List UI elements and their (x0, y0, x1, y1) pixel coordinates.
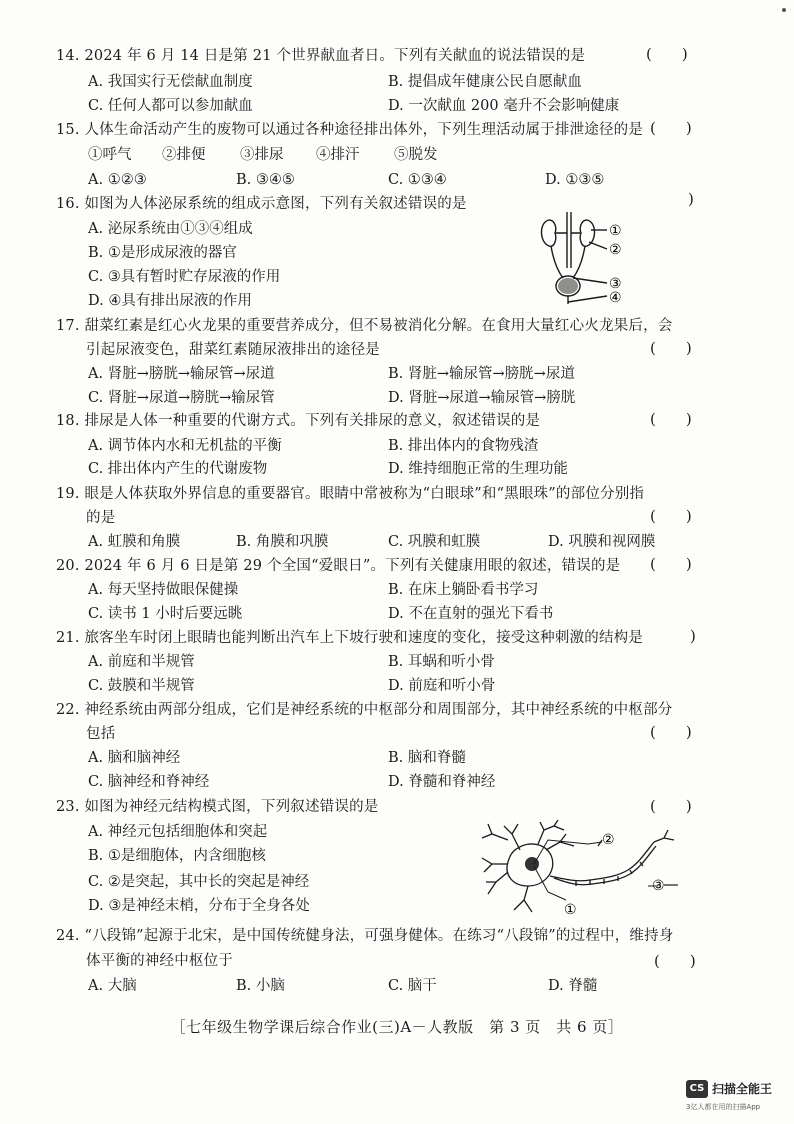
leader-4 (568, 296, 607, 302)
q19-answer-paren: ( ) (650, 507, 692, 525)
neuron-figure (478, 820, 688, 918)
q15-item-1: ①呼气 (88, 147, 132, 163)
urinary-system-figure (535, 208, 635, 306)
left-ureter (551, 246, 563, 278)
q14-answer-paren: ( ) (646, 45, 688, 63)
q16-option-c: C. ③具有暂时贮存尿液的作用 (88, 269, 281, 285)
q14-option-d: D. 一次献血 200 毫升不会影响健康 (388, 98, 620, 114)
q17-answer-paren: ( ) (650, 339, 692, 357)
fig16-label-4: ④ (609, 290, 622, 306)
camscanner-logo-icon: CS (686, 1080, 708, 1098)
right-kidney (580, 220, 594, 246)
q15-option-a: A. ①②③ (88, 172, 147, 188)
q14-option-c: C. 任何人都可以参加献血 (88, 98, 253, 114)
q14-option-b: B. 提倡成年健康公民自愿献血 (388, 74, 582, 90)
q16-option-b: B. ①是形成尿液的器官 (88, 245, 237, 261)
q16-answer-paren: ) (688, 190, 694, 208)
q24-option-d: D. 脊髓 (548, 978, 598, 994)
q22-option-b: B. 脑和脊髓 (388, 750, 466, 766)
q17-option-b: B. 肾脏→输尿管→膀胱→尿道 (388, 366, 575, 382)
q19-stem-line2: 的是 (86, 510, 116, 526)
q17-option-d: D. 肾脏→尿道→输尿管→膀胱 (388, 390, 576, 406)
q23-option-d: D. ③是神经末梢，分布于全身各处 (88, 898, 310, 914)
q18-option-b: B. 排出体内的食物残渣 (388, 438, 539, 454)
q15-option-b: B. ③④⑤ (236, 172, 295, 188)
q16-option-a: A. 泌尿系统由①③④组成 (88, 221, 253, 237)
q19-option-a: A. 虹膜和角膜 (88, 534, 181, 550)
q20-stem: 20. 2024 年 6 月 6 日是第 29 个全国“爱眼日”。下列有关健康用眼的叙述，错误的是 (56, 558, 621, 574)
q21-option-b: B. 耳蜗和听小骨 (388, 654, 495, 670)
q15-item-4: ④排汗 (316, 147, 360, 163)
q18-answer-paren: ( ) (650, 410, 692, 428)
q24-option-c: C. 脑干 (388, 978, 437, 994)
q19-option-b: B. 角膜和巩膜 (236, 534, 329, 550)
q20-option-b: B. 在床上躺卧看书学习 (388, 582, 539, 598)
q21-stem: 21. 旅客坐车时闭上眼睛也能判断出汽车上下坡行驶和速度的变化，接受这种刺激的结构是 (56, 630, 644, 646)
scanner-badge (686, 1078, 784, 1118)
fig16-label-1: ① (609, 223, 622, 239)
q19-stem-line1: 19. 眼是人体获取外界信息的重要器官。眼睛中常被称为“白眼球”和“黑眼珠”的部位分别指 (56, 486, 645, 502)
fig23-label-3: ③ (652, 878, 665, 894)
q23-option-b: B. ①是细胞体，内含细胞核 (88, 848, 266, 864)
q24-stem-line1: 24. “八段锦”起源于北宋，是中国传统健身法，可强身健体。在练习“八段锦”的过程中，维持身 (56, 928, 674, 944)
q23-stem: 23. 如图为神经元结构模式图，下列叙述错误的是 (56, 799, 379, 815)
q18-option-a: A. 调节体内水和无机盐的平衡 (88, 438, 282, 454)
q20-option-c: C. 读书 1 小时后要远眺 (88, 606, 243, 622)
q15-answer-paren: ( ) (650, 119, 692, 137)
q19-option-d: D. 巩膜和视网膜 (548, 534, 656, 550)
q17-option-a: A. 肾脏→膀胱→输尿管→尿道 (88, 366, 275, 382)
dendrite-1 (482, 824, 520, 850)
q15-stem: 15. 人体生命活动产生的废物可以通过各种途径排出体外，下列生理活动属于排泄途径的是 (56, 122, 644, 138)
q21-option-c: C. 鼓膜和半规管 (88, 678, 195, 694)
q14-option-a: A. 我国实行无偿献血制度 (88, 74, 253, 90)
nerve-ending (654, 830, 674, 842)
left-kidney (542, 220, 556, 246)
q15-option-d: D. ①③⑤ (545, 172, 605, 188)
q18-option-c: C. 排出体内产生的代谢废物 (88, 461, 268, 477)
q15-item-5: ⑤脱发 (394, 147, 438, 163)
q16-option-d: D. ④具有排出尿液的作用 (88, 293, 252, 309)
fig16-label-2: ② (609, 242, 622, 258)
q22-option-a: A. 脑和脑神经 (88, 750, 181, 766)
q21-option-a: A. 前庭和半规管 (88, 654, 195, 670)
scanner-badge-title: 扫描全能王 (712, 1082, 773, 1096)
q24-answer-paren: ( ) (654, 952, 696, 970)
q15-item-3: ③排尿 (240, 147, 284, 163)
page-footer: ［七年级生物学课后综合作业(三)A－人教版 第 3 页 共 6 页］ (170, 1018, 624, 1036)
q20-answer-paren: ( ) (650, 555, 692, 573)
q21-option-d: D. 前庭和听小骨 (388, 678, 496, 694)
leader-2 (589, 242, 607, 249)
q14-stem: 14. 2024 年 6 月 14 日是第 21 个世界献血者日。下列有关献血的说法错误的是 (56, 48, 586, 64)
q23-option-a: A. 神经元包括细胞体和突起 (88, 824, 268, 840)
dendrite-3 (482, 858, 508, 894)
q19-option-c: C. 巩膜和虹膜 (388, 534, 481, 550)
dendrite-4 (514, 886, 532, 912)
scan-speck (780, 6, 788, 14)
q17-stem-line2: 引起尿液变色，甜菜红素随尿液排出的途径是 (86, 342, 380, 358)
aorta-vein (567, 212, 571, 268)
q17-stem-line1: 17. 甜菜红素是红心火龙果的重要营养成分，但不易被消化分解。在食用大量红心火龙果后，会 (56, 318, 673, 334)
q22-stem-line1: 22. 神经系统由两部分组成，它们是神经系统的中枢部分和周围部分，其中神经系统的中枢部分 (56, 702, 673, 718)
q22-option-d: D. 脊髓和脊神经 (388, 774, 496, 790)
q23-option-c: C. ②是突起，其中长的突起是神经 (88, 874, 310, 890)
right-ureter (573, 246, 585, 278)
fig23-label-1: ① (564, 902, 577, 918)
q22-stem-line2: 包括 (86, 726, 116, 742)
q16-stem: 16. 如图为人体泌尿系统的组成示意图，下列有关叙述错误的是 (56, 196, 467, 212)
q24-option-a: A. 大脑 (88, 978, 137, 994)
fig23-label-2: ② (602, 832, 615, 848)
q22-answer-paren: ( ) (650, 723, 692, 741)
fig16-label-3: ③ (609, 276, 622, 292)
q20-option-d: D. 不在直射的强光下看书 (388, 606, 554, 622)
q15-option-c: C. ①③④ (388, 172, 447, 188)
q22-option-c: C. 脑神经和脊神经 (88, 774, 210, 790)
q24-option-b: B. 小脑 (236, 978, 285, 994)
q15-item-2: ②排便 (162, 147, 206, 163)
q21-answer-paren: ) (690, 627, 696, 645)
q18-option-d: D. 维持细胞正常的生理功能 (388, 461, 568, 477)
q24-stem-line2: 体平衡的神经中枢位于 (86, 953, 233, 969)
q17-option-c: C. 肾脏→尿道→膀胱→输尿管 (88, 390, 275, 406)
q18-stem: 18. 排尿是人体一种重要的代谢方式。下列有关排尿的意义，叙述错误的是 (56, 413, 541, 429)
q23-answer-paren: ( ) (650, 797, 692, 815)
q20-option-a: A. 每天坚持做眼保健操 (88, 582, 239, 598)
scanner-badge-subtitle: 3亿人都在用的扫描App (686, 1103, 761, 1111)
